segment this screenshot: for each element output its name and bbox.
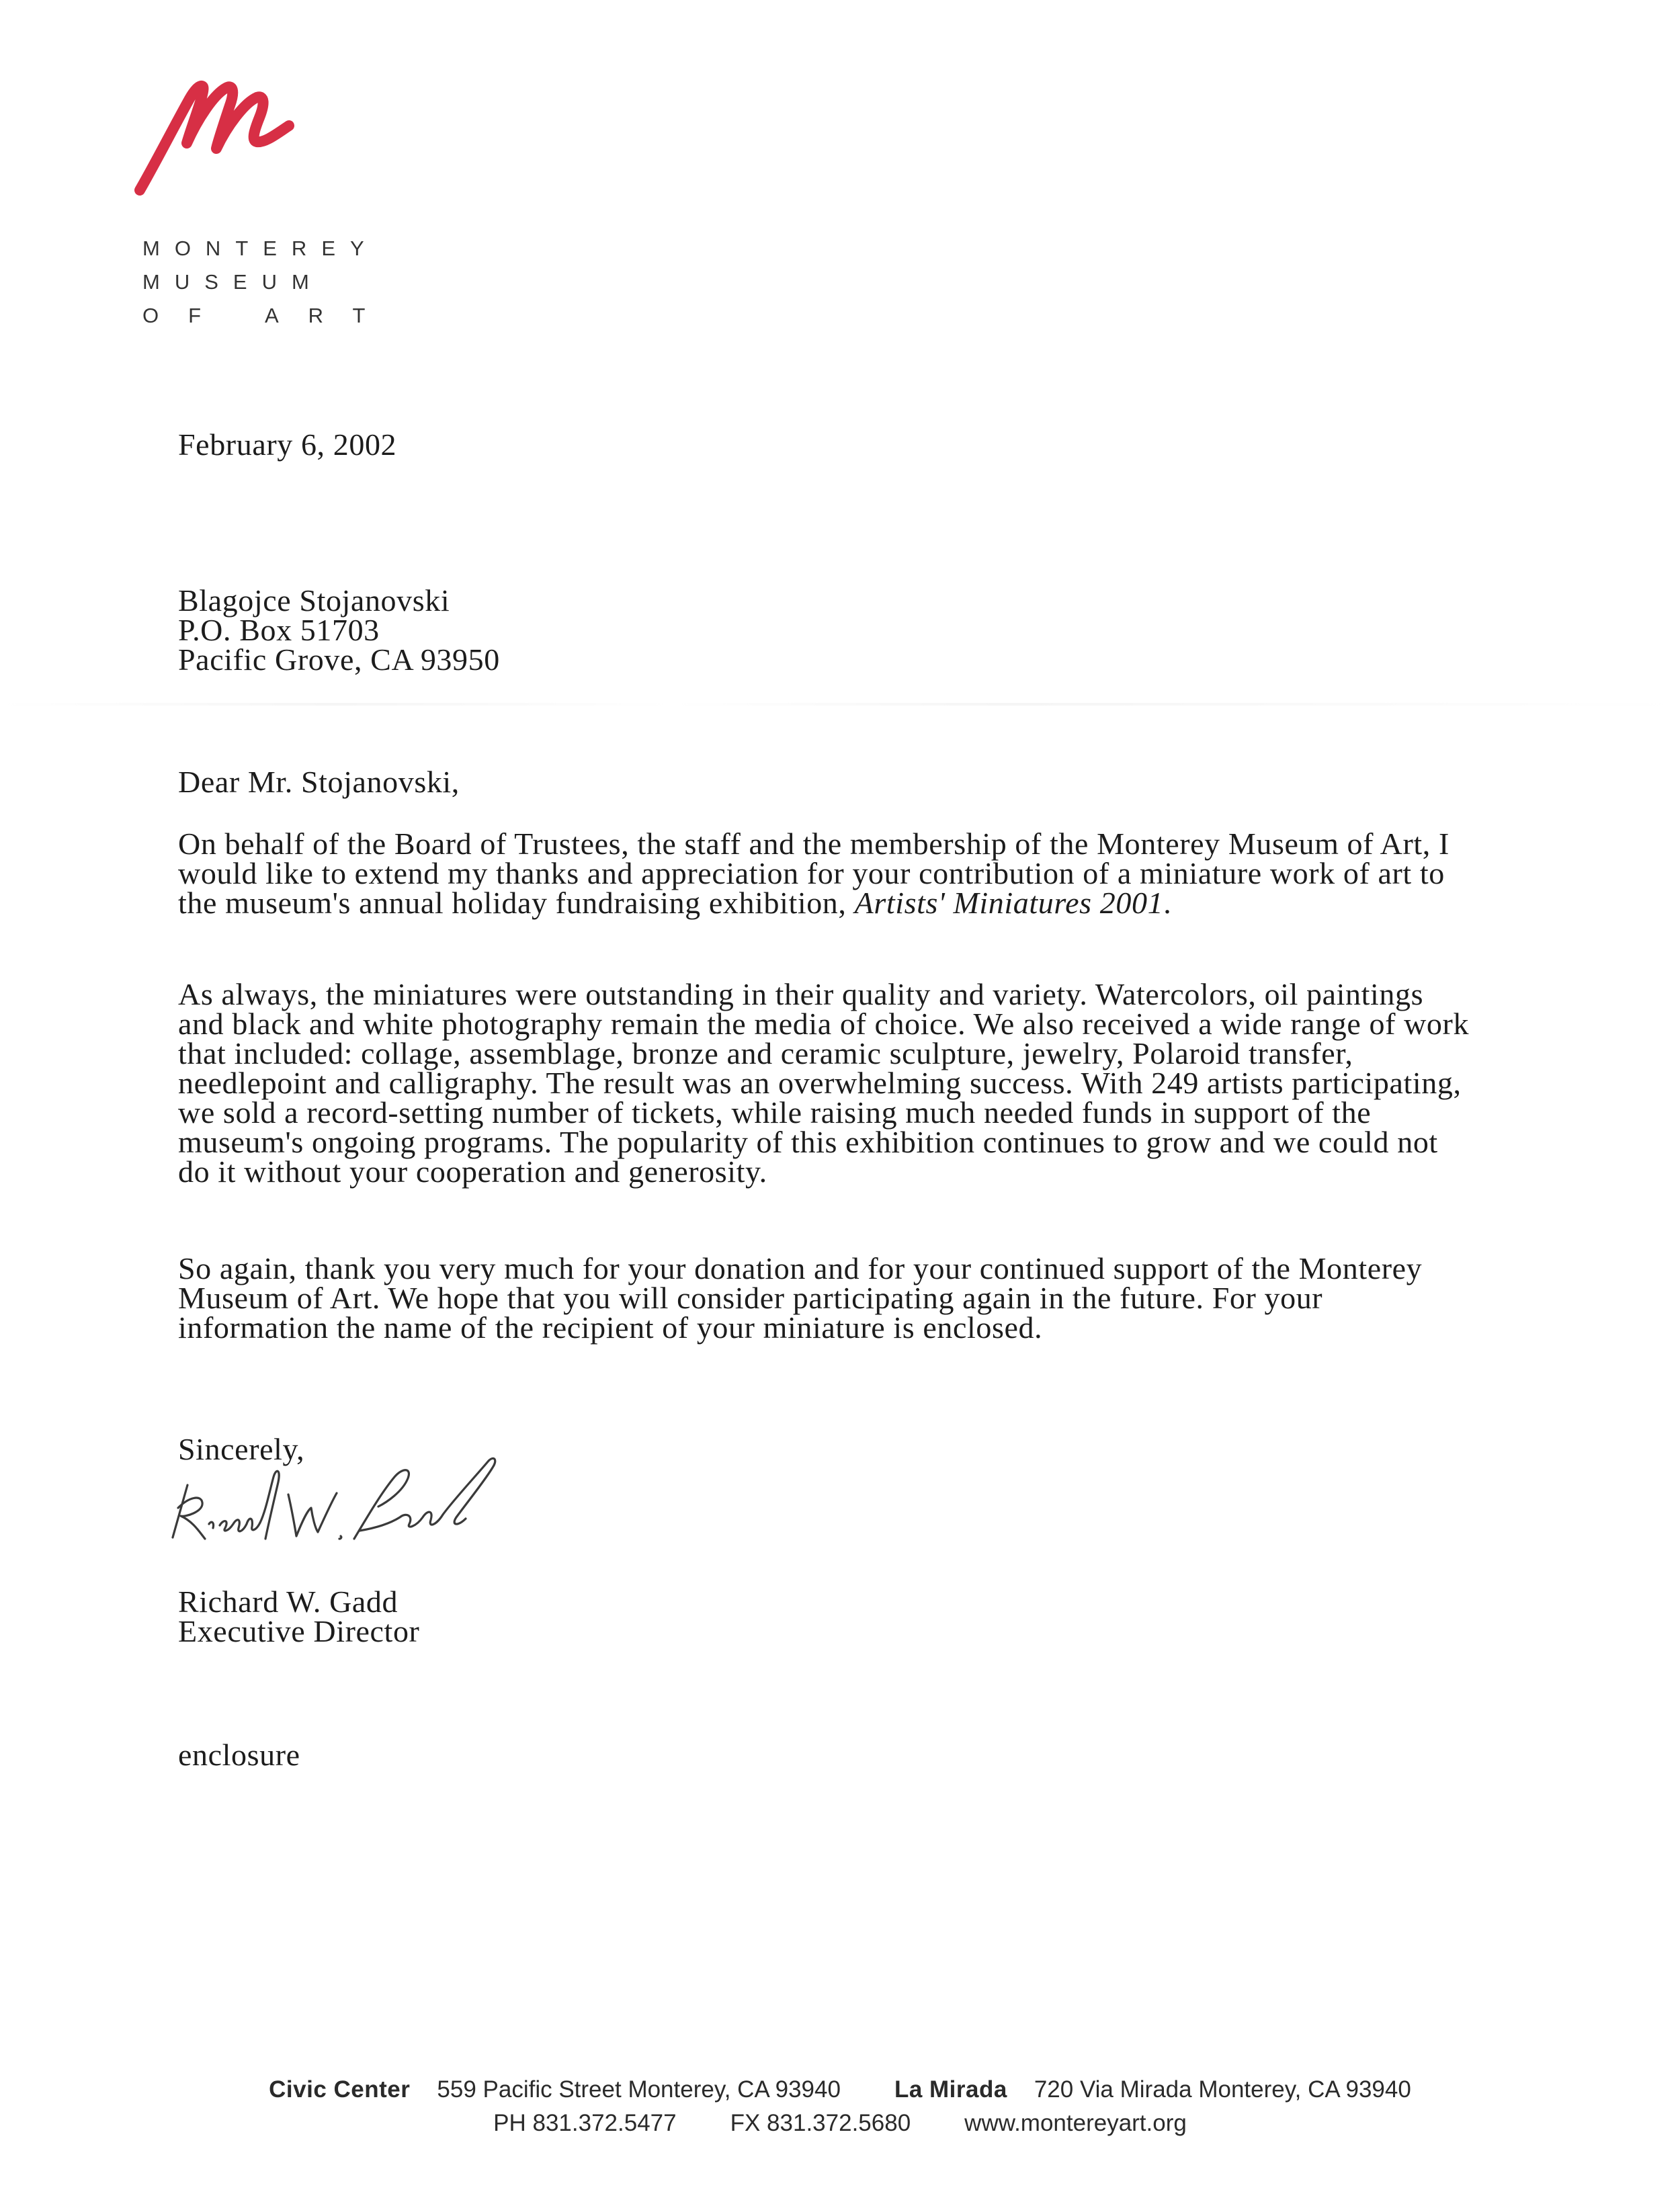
recipient-name: Blagojce Stojanovski bbox=[178, 583, 450, 618]
paragraph-2: As always, the miniatures were outstanding in their quality and variety. Watercolors, oil paintings and black and white photography remain the media of choice. We also received a wide range of work that included: collage, assemblage, bronze and ceramic sculpture, jewelry, Polaroid transfer, needlepoint and calligraphy. The result was an overwhelming success. With 249 artists participating, we sold a record-setting number of tickets, while raising much needed funds in support of the museum's ongoing programs. The popularity of this exhibition continues to grow and we could not do it without your cooperation and generosity. bbox=[178, 977, 1470, 1189]
footer-location-1-address: 559 Pacific Street Monterey, CA 93940 bbox=[437, 2076, 841, 2103]
museum-name-logotype bbox=[142, 232, 394, 333]
museum-logo-m bbox=[128, 64, 302, 205]
handwritten-signature bbox=[158, 1438, 534, 1559]
footer-addresses bbox=[0, 2076, 1680, 2103]
letter-date: February 6, 2002 bbox=[178, 427, 397, 462]
paragraph-1-end: . bbox=[1163, 886, 1172, 920]
footer-phone: PH 831.372.5477 bbox=[493, 2110, 677, 2136]
footer-location-1-name: Civic Center bbox=[269, 2076, 411, 2103]
signature-block bbox=[178, 1584, 1475, 1648]
paragraph-3: So again, thank you very much for your donation and for your continued support of the Monterey Museum of Art. We hope that you will consider participating again in the future. For your information the name of the recipient of your miniature is enclosed. bbox=[178, 1251, 1423, 1345]
footer-location-2-name: La Mirada bbox=[894, 2076, 1007, 2103]
logotype-line: MONTEREY bbox=[142, 237, 379, 260]
footer-location-2-address: 720 Via Mirada Monterey, CA 93940 bbox=[1034, 2076, 1411, 2103]
footer-website[interactable]: www.montereyart.org bbox=[964, 2110, 1187, 2136]
footer-fax: FX 831.372.5680 bbox=[730, 2110, 911, 2136]
closing: Sincerely, bbox=[178, 1432, 305, 1466]
recipient-address-line: P.O. Box 51703 bbox=[178, 613, 380, 647]
enclosure-notation: enclosure bbox=[178, 1738, 300, 1772]
logotype-line: OF ART bbox=[142, 304, 395, 327]
signer-name: Richard W. Gadd bbox=[178, 1584, 398, 1619]
salutation: Dear Mr. Stojanovski, bbox=[178, 765, 460, 799]
paragraph-1 bbox=[178, 829, 1475, 918]
logotype-line: MUSEUM bbox=[142, 270, 324, 294]
exhibition-title: Artists' Miniatures 2001 bbox=[854, 886, 1164, 920]
recipient-address-line: Pacific Grove, CA 93950 bbox=[178, 642, 500, 677]
scan-artifact-line bbox=[0, 703, 1680, 706]
recipient-address bbox=[178, 583, 1475, 677]
footer-contact bbox=[0, 2110, 1680, 2137]
paragraph-1-text: On behalf of the Board of Trustees, the staff and the membership of the Monterey Museum of Art, I would like to extend my thanks and appreciation for your contribution of a miniature work of art to the museum's annual holiday fundraising exhibition, bbox=[178, 827, 1450, 920]
signer-title: Executive Director bbox=[178, 1614, 420, 1648]
